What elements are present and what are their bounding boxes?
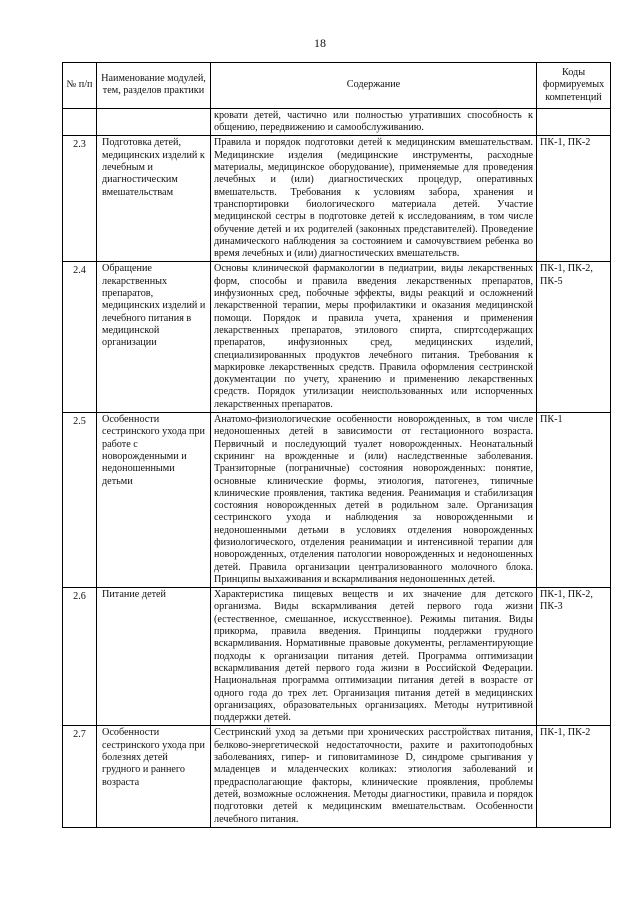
curriculum-table — [62, 62, 611, 828]
cell-number: 2.4 — [63, 262, 97, 413]
cell-number: 2.5 — [63, 413, 97, 588]
cell-name: Обращение лекарственных препаратов, медицинских изделий и лечебного питания в медицинской организации — [97, 262, 211, 413]
cell-name: Подготовка детей, медицинских изделий к лечебным и диагностическим вмешательствам — [97, 136, 211, 262]
cell-content: Правила и порядок подготовки детей к медицинским вмешательствам. Медицинские изделия (медицинские инструменты, расходные материалы, медицинское оборудование), применяемые для проведения лечебных и (или) диагностических процедур, оперативных вмешательств. Требования к условиям забора, хранения и транспортировки биологического материала детей. Участие медицинской сестры в подготовке детей к исследованиям, в том числе обучение детей и их родителей (законных представителей). Проведение динамического наблюдения за состоянием и самочувствием ребенка во время лечебных и (или) диагностических вмешательств. — [211, 136, 537, 262]
cell-content: Анатомо-физиологические особенности новорожденных, в том числе недоношенных детей в зависимости от гестационного возраста. Первичный и последующий туалет новорожденных. Неонатальный скрининг на врожденные и (или) наследственные заболевания. Транзиторные (пограничные) состояния новорожденных: понятие, основные клинические формы, этиология, патогенез, типичные клинические проявления, тактика ведения. Реанимация и стабилизация состояния новорожденных детей в родильном зале. Организация сестринского ухода и наблюдения за новорожденными и недоношенными детьми в условиях отделения новорожденных физиологического, отделения реанимации и интенсивной терапии для новорожденных, отделения патологии новорожденных и недоношенных детей. Правила организации централизованного молочного блока. Принципы выхаживания и вскармливания недоношенных детей. — [211, 413, 537, 588]
cell-number — [63, 108, 97, 136]
cell-codes: ПК-1, ПК-2 — [537, 136, 611, 262]
table-row — [63, 262, 611, 413]
header-competence-codes: Коды формируемых компетенций — [537, 63, 611, 109]
cell-number: 2.3 — [63, 136, 97, 262]
cell-name: Особенности сестринского ухода при работе с новорожденными и недоношенными детьми — [97, 413, 211, 588]
cell-codes: ПК-1, ПК-2, ПК-3 — [537, 588, 611, 726]
header-content: Содержание — [211, 63, 537, 109]
cell-number: 2.7 — [63, 726, 97, 827]
table-row — [63, 136, 611, 262]
table-header-row — [63, 63, 611, 109]
cell-name: Особенности сестринского ухода при болезнях детей грудного и раннего возраста — [97, 726, 211, 827]
cell-content: Сестринский уход за детьми при хронических расстройствах питания, белково-энергетической недостаточности, рахите и рахитоподобных заболеваниях, гипер- и гиповитаминозе D, синдроме срыгивания у младенцев и младенческих коликах: этиология заболеваний и предрасполагающие факторы, клинические проявления, проблемы детей, возможные осложнения. Методы диагностики, правила и порядок подготовки детей к медицинским вмешательствам. Особенности лечебного питания. — [211, 726, 537, 827]
table-row-continuation — [63, 108, 611, 136]
cell-content: Характеристика пищевых веществ и их значение для детского организма. Виды вскармливания детей первого года жизни (естественное, смешанное, искусственное). Режимы питания. Виды прикорма, правила введения. Принципы поддержки грудного вскармливания. Нормативные правовые документы, регламентирующие подходы к организации питания детей. Программа оптимизации вскармливания детей первого года жизни в Российской Федерации. Национальная программа оптимизации питания детей в возрасте от одного года до трех лет. Организация питания детей в медицинских организациях, образовательных организациях. Методы нутритивной поддержки детей. — [211, 588, 537, 726]
cell-content: кровати детей, частично или полностью утративших способность к общению, передвижению и самообслуживанию. — [211, 108, 537, 136]
table-row — [63, 413, 611, 588]
cell-codes: ПК-1 — [537, 413, 611, 588]
header-number: № п/п — [63, 63, 97, 109]
cell-codes: ПК-1, ПК-2, ПК-5 — [537, 262, 611, 413]
cell-codes: ПК-1, ПК-2 — [537, 726, 611, 827]
page-number: 18 — [314, 36, 326, 50]
table-row — [63, 588, 611, 726]
header-module-name: Наименование модулей, тем, разделов практики — [97, 63, 211, 109]
cell-name — [97, 108, 211, 136]
cell-content: Основы клинической фармакологии в педиатрии, виды лекарственных форм, способы и правила введения лекарственных препаратов, инфузионных сред, побочные эффекты, виды реакций и осложнений лекарственной терапии, меры профилактики и оказания медицинской помощи. Порядок и правила учета, хранения и применения лекарственных препаратов, этилового спирта, спиртсодержащих препаратов, инфузионных сред, медицинских изделий, специализированных продуктов лечебного питания. Требования к маркировке лекарственных средств. Правила оформления сестринской документации по учету, хранению и применению лекарственных средств. Порядок утилизации неиспользованных или испорченных лекарственных препаратов. — [211, 262, 537, 413]
cell-codes — [537, 108, 611, 136]
cell-name: Питание детей — [97, 588, 211, 726]
cell-number: 2.6 — [63, 588, 97, 726]
table-row — [63, 726, 611, 827]
